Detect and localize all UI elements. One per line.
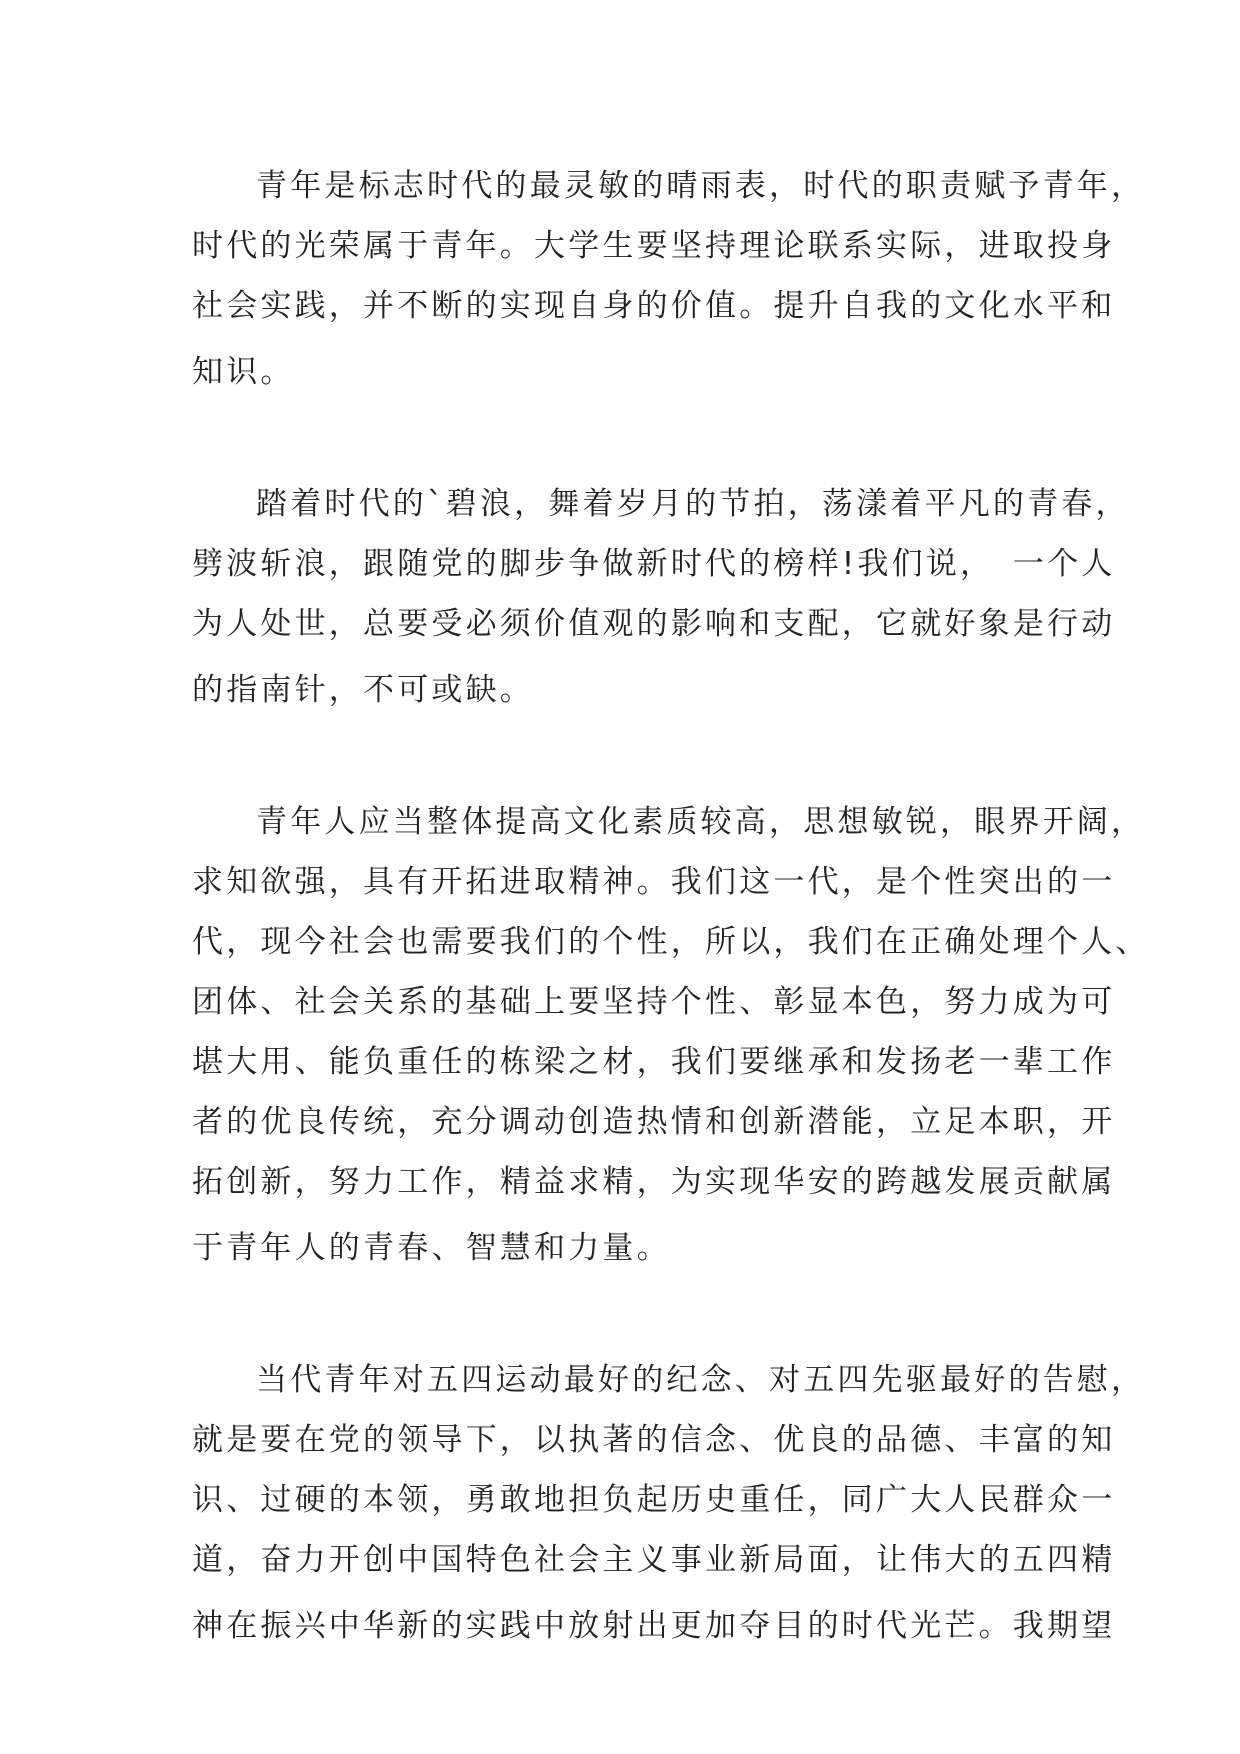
- paragraph-3-line-4: 团体、社会关系的基础上要坚持个性、彰显本色，努力成为可: [192, 984, 1116, 1020]
- paragraph-4-line-3: 识、过硬的本领，勇敢地担负起历史重任，同广大人民群众一: [192, 1482, 1116, 1518]
- paragraph-3-line-5: 堪大用、能负重任的栋梁之材，我们要继承和发扬老一辈工作: [192, 1044, 1116, 1080]
- paragraph-3-line-6: 者的优良传统，充分调动创造热情和创新潜能，立足本职，开: [192, 1104, 1116, 1140]
- paragraph-2-line-4: 的指南针，不可或缺。: [192, 672, 534, 708]
- paragraph-3-line-1: 青年人应当整体提高文化素质较高，思想敏锐，眼界开阔，: [256, 804, 1146, 840]
- paragraph-3-line-7: 拓创新，努力工作，精益求精，为实现华安的跨越发展贡献属: [192, 1164, 1116, 1200]
- paragraph-1-line-1: 青年是标志时代的最灵敏的晴雨表，时代的职责赋予青年，: [256, 168, 1146, 204]
- paragraph-4-line-1: 当代青年对五四运动最好的纪念、对五四先驱最好的告慰，: [256, 1362, 1146, 1398]
- paragraph-3-line-8: 于青年人的青春、智慧和力量。: [192, 1230, 671, 1266]
- paragraph-2-line-2: 劈波斩浪，跟随党的脚步争做新时代的榜样!我们说， 一个人: [192, 546, 1116, 582]
- paragraph-4-line-2: 就是要在党的领导下，以执著的信念、优良的品德、丰富的知: [192, 1422, 1116, 1458]
- paragraph-3-line-3: 代，现今社会也需要我们的个性，所以，我们在正确处理个人、: [192, 924, 1150, 960]
- paragraph-1-line-4: 知识。: [192, 354, 295, 390]
- paragraph-4-line-4: 道，奋力开创中国特色社会主义事业新局面，让伟大的五四精: [192, 1542, 1116, 1578]
- paragraph-1-line-3: 社会实践，并不断的实现自身的价值。提升自我的文化水平和: [192, 288, 1116, 324]
- paragraph-4-line-5: 神在振兴中华新的实践中放射出更加夺目的时代光芒。我期望: [192, 1608, 1116, 1644]
- paragraph-1-line-2: 时代的光荣属于青年。大学生要坚持理论联系实际，进取投身: [192, 228, 1116, 264]
- paragraph-2-line-1: 踏着时代的`碧浪，舞着岁月的节拍，荡漾着平凡的青春，: [256, 486, 1130, 522]
- paragraph-3-line-2: 求知欲强，具有开拓进取精神。我们这一代，是个性突出的一: [192, 864, 1116, 900]
- paragraph-2-line-3: 为人处世，总要受必须价值观的影响和支配，它就好象是行动: [192, 606, 1116, 642]
